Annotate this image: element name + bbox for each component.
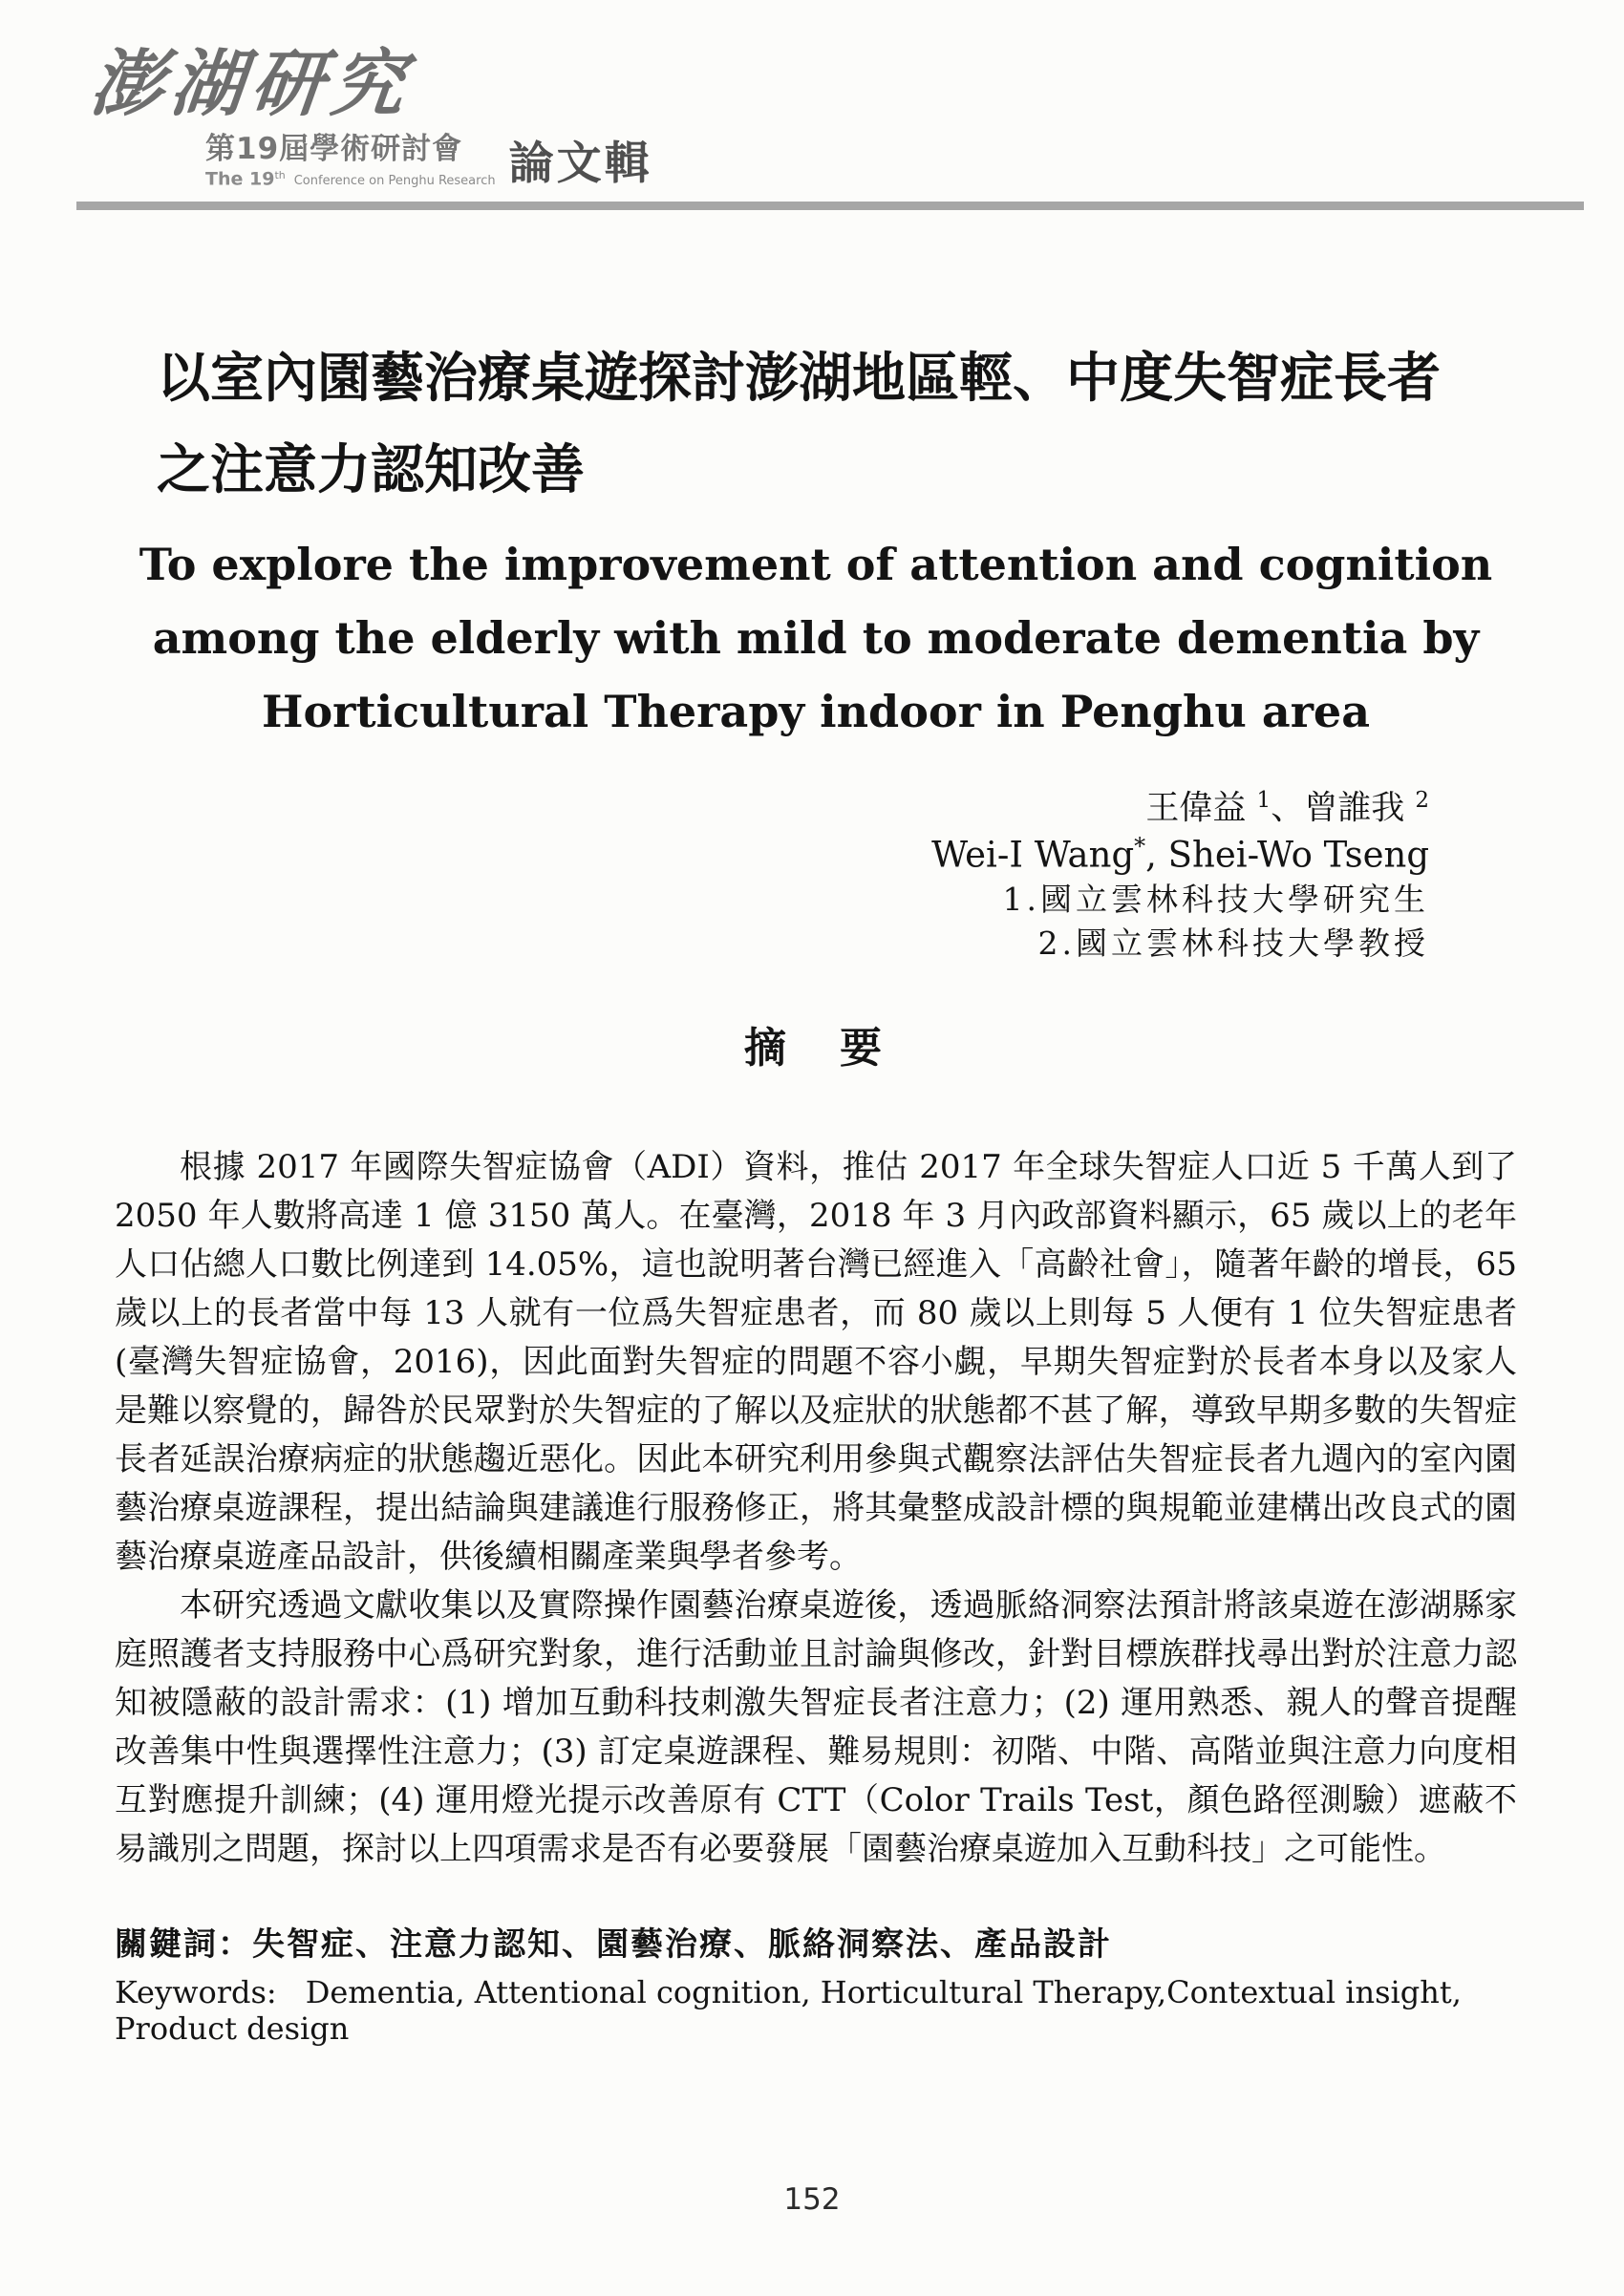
paper-title-zh: 以室內園藝治療桌遊探討澎湖地區輕、中度失智症長者之注意力認知改善: [157, 347, 1441, 502]
corresponding-author-asterisk: *: [1134, 832, 1146, 860]
keywords-zh: 關鍵詞：失智症、注意力認知、園藝治療、脈絡洞察法、產品設計: [115, 1925, 1112, 1965]
author2-name-zh: 曾誰我: [1304, 789, 1405, 828]
paper-title-en-line3: Horticultural Therapy indoor in Penghu area: [261, 686, 1371, 738]
author1-name-zh: 王偉益: [1145, 789, 1247, 828]
authors-en: [115, 832, 1429, 878]
author1-affil-marker: 1: [1256, 787, 1271, 813]
abstract-paragraph-2: 本研究透過文獻收集以及實際操作園藝治療桌遊後，透過脈絡洞察法預計將該桌遊在澎湖縣家庭照護者支持服務中心爲研究對象，進行活動並且討論與修改，針對目標族群找尋出對於注意力認知被隱蔽的設計需求：(1) 增加互動科技刺激失智症長者注意力；(2) 運用熟悉、親人的聲音提醒改善集中性與選擇性注意力；(3) 訂定桌遊課程、難易規則：初階、中階、高階並與注意力向度相互對應提升訓練；(4) 運用燈光提示改善原有 CTT（Color Trails Test，顏色路徑測驗）遮蔽不易識別之問題，探討以上四項需求是否有必要發展「園藝治療桌遊加入互動科技」之可能性。: [115, 1586, 1517, 1869]
journal-logo-block: [0, 0, 1624, 191]
authors-zh: [115, 786, 1429, 832]
conference-en-ordinal: th: [274, 168, 286, 181]
conference-en-prefix: The 19: [205, 168, 275, 190]
keywords-en-label: Keywords:: [115, 1974, 277, 2011]
abstract-paragraph-1: 根據 2017 年國際失智症協會（ADI）資料，推估 2017 年全球失智症人口近 5 千萬人到了 2050 年人數將高達 1 億 3150 萬人。在臺灣，2018 年 3 月內政部資料顯示，65 歲以上的老年人口佔總人口數比例達到 14.05%，這也說明著台灣已經進入「高齡社會」，隨著年齡的增長，65 歲以上的長者當中每 13 人就有一位爲失智症患者，而 80 歲以上則每 5 人便有 1 位失智症患者(臺灣失智症協會，2016)，因此面對失智症的問題不容小覷，早期失智症對於長者本身以及家人是難以察覺的，歸咎於民眾對於失智症的了解以及症狀的狀態都不甚了解，導致早期多數的失智症長者延誤治療病症的狀態趨近惡化。因此本研究利用參與式觀察法評估失智症長者九週內的室內園藝治療桌遊課程，提出結論與建議進行服務修正，將其彙整成設計標的與規範並建構出改良式的園藝治療桌遊產品設計，供後續相關產業與學者參考。: [115, 1148, 1517, 1577]
abstract-heading: 摘 要: [744, 1024, 887, 1074]
conference-name-block: [205, 124, 496, 188]
paper-title-en-line1: To explore the improvement of attention and cognition: [139, 538, 1493, 590]
affiliation-1: 1.國立雲林科技大學研究生: [1002, 881, 1429, 919]
author-separator-en: ,: [1145, 833, 1168, 875]
author2-affil-marker: 2: [1415, 787, 1429, 813]
conference-name-en: [205, 170, 496, 188]
author2-name-en: Shei-Wo Tseng: [1167, 833, 1429, 875]
journal-logo-calligraphy: 澎湖研究: [86, 41, 417, 126]
author1-name-en: Wei-I Wang: [931, 833, 1135, 875]
keywords-en: [115, 1974, 1517, 2047]
paper-body: [0, 332, 1624, 2047]
conference-en-rest: Conference on Penghu Research: [293, 174, 496, 189]
author-separator-zh: 、: [1271, 789, 1305, 828]
paper-title-en-line2: among the elderly with mild to moderate dementia by: [152, 612, 1480, 665]
journal-logo-subline: [205, 124, 652, 191]
journal-header: [0, 0, 1624, 210]
author-block: [115, 786, 1517, 967]
keywords-en-list: Dementia, Attentional cognition, Horticultural Therapy,Contextual insight, Product design: [115, 1974, 1462, 2048]
abstract-text: [115, 1143, 1517, 1874]
conference-name-zh: 第19屆學術研討會: [205, 131, 463, 166]
header-divider: [76, 202, 1584, 210]
affiliation-2: 2.國立雲林科技大學教授: [1037, 925, 1429, 963]
paper-title-en: [115, 528, 1517, 750]
page-number: 152: [783, 2182, 841, 2217]
proceedings-label: 論文輯: [508, 138, 652, 191]
